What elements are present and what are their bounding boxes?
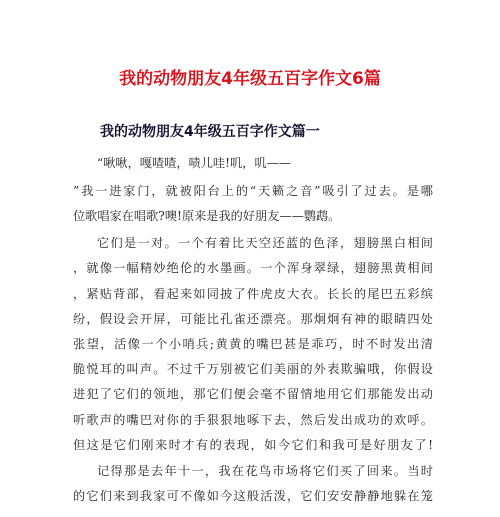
paragraph-line: 记得那是去年十一，我在花鸟市场将它们买了回来。当时 (97, 464, 433, 478)
section-title: 我的动物朋友4年级五百字作文篇一 (100, 124, 320, 140)
paragraph-line: 纷，假设会开屏，可能比孔雀还漂亮。那炯炯有神的眼睛四处 (73, 312, 433, 326)
paragraph-line: ，紧贴背部，看起来如同披了件虎皮大衣。长长的尾巴五彩缤 (73, 287, 433, 301)
document-title: 我的动物朋友4年级五百字作文6篇 (119, 69, 381, 89)
paragraph-line: 进犯了它们的领地，那它们便会毫不留情地用它们那能发出动 (73, 387, 433, 401)
paragraph-line: 脆悦耳的叫声。不过千万别被它们美丽的外表欺骗哦，你假设 (73, 362, 433, 376)
paragraph-line: 听歌声的嘴巴对你的手狠狠地啄下去，然后发出成功的欢呼。 (73, 413, 433, 427)
paragraph-line: ”我一进家门，就被阳台上的“天籁之音”吸引了过去。是哪 (73, 184, 433, 198)
paragraph-line: 的它们来到我家可不像如今这般活泼，它们安安静静地躲在笼 (73, 489, 433, 503)
paragraph-line: 张望，活像一个小哨兵;黄黄的嘴巴甚是乖巧，时不时发出清 (73, 337, 433, 351)
paragraph-line: ，就像一幅精妙绝伦的水墨画。一个浑身翠绿，翅膀黑黄相间 (73, 261, 433, 275)
paragraph-line: 位歌唱家在唱歌?噢!原来是我的好朋友——鹦鹉。 (73, 209, 341, 223)
paragraph-line: 但这是它们刚来时才有的表现，如今它们和我可是好朋友了! (73, 438, 433, 452)
paragraph-line: “啾啾，嘎喳喳，啧儿哇!叽，叽—— (97, 156, 291, 170)
paragraph-line: 它们是一对。一个有着比天空还蓝的色泽，翅膀黑白相间 (97, 236, 433, 250)
